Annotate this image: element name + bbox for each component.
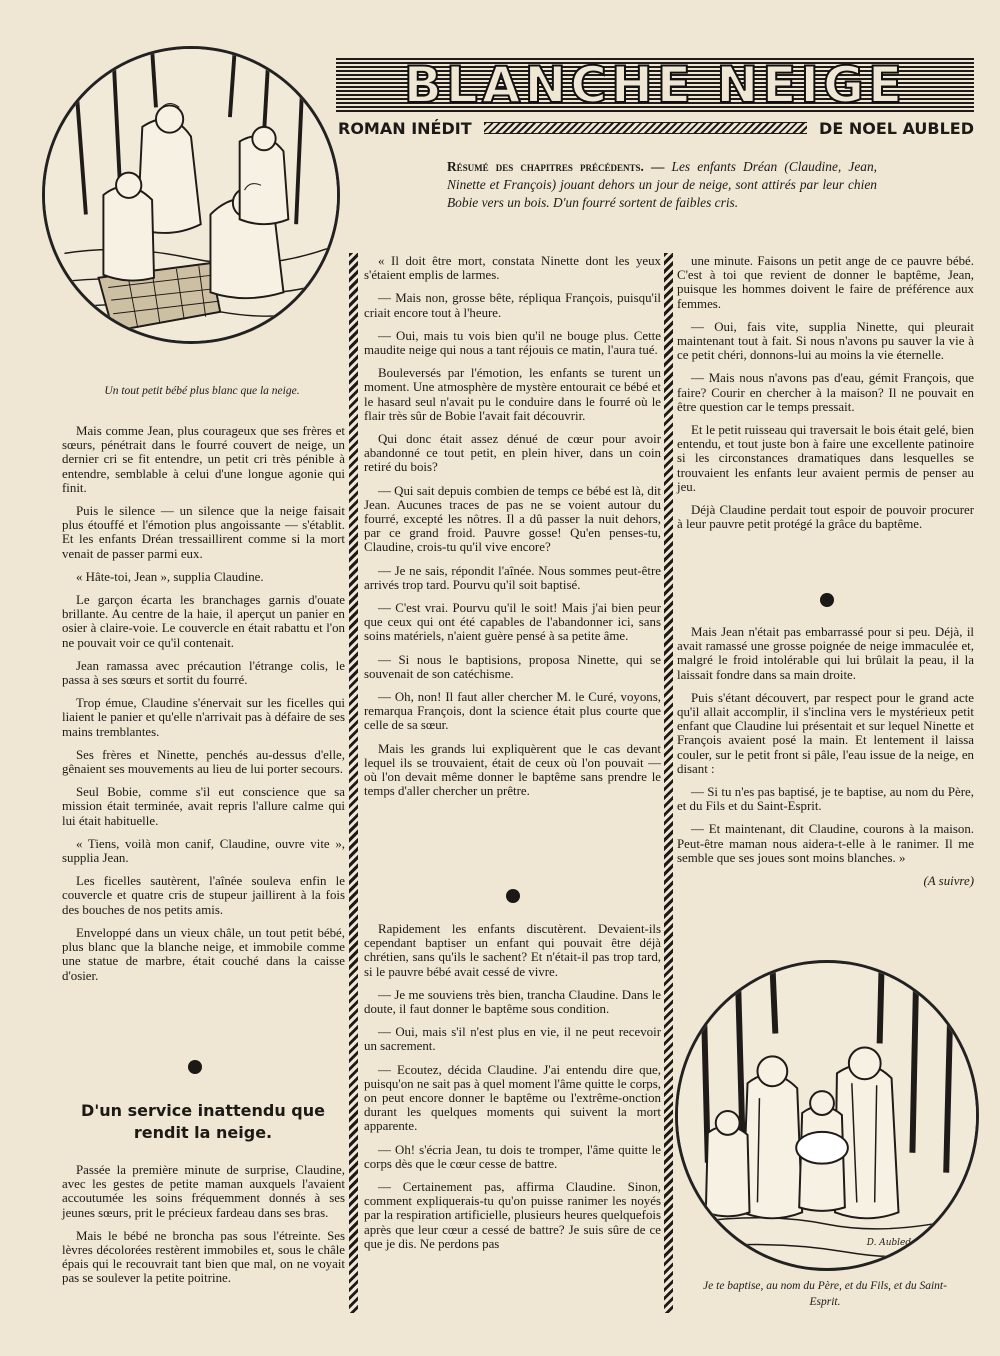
- illustration-top: [42, 46, 340, 344]
- paragraph: — Si tu n'es pas baptisé, je te baptise, au nom du Père, et du Fils et du Saint-Esprit.: [677, 785, 974, 814]
- illustration-bottom: [675, 960, 979, 1271]
- column-1-upper: [62, 424, 345, 992]
- section-bullet: [506, 889, 520, 903]
- paragraph: Seul Bobie, comme s'il eut conscience que sa mission était terminée, avait repris l'allure calme qui lui était habituelle.: [62, 785, 345, 828]
- author-label: DE NOEL AUBLED: [819, 118, 974, 138]
- paragraph: Les ficelles sautèrent, l'aînée souleva enfin le couvercle et quatre cris de stupeur jaillirent à la fois des bouches de nos petits amis.: [62, 874, 345, 917]
- paragraph: Puis le silence — un silence que la neige faisait plus étouffé et l'émotion plus angoissante — s'établit. Et les enfants Dréan tressaillirent comme si la mort venait de passer parmi eux.: [62, 504, 345, 561]
- summary-text: Les enfants Dréan (Claudine, Jean, Ninette et François) jouant dehors un jour de neige, sont attirés par leur chien Bobie vers un bois. D'un fourré sortent de faibles cris.: [447, 159, 878, 210]
- column-separator-2: [664, 253, 673, 1313]
- paragraph: — Oh! s'écria Jean, tu dois te tromper, l'âme quitte le corps dès que le cœur cesse de battre.: [364, 1142, 661, 1171]
- paragraph: Jean ramassa avec précaution l'étrange colis, le passa à ses sœurs et sortit du fourré.: [62, 658, 345, 688]
- to-be-continued: (A suivre): [923, 874, 974, 889]
- paragraph: — Mais nous n'avons pas d'eau, gémit François, que faire? Courir en chercher à la maison? Il ne pouvait en être question car le temps pressait.: [677, 371, 974, 414]
- byline-row: [338, 118, 974, 138]
- paragraph: « Hâte-toi, Jean », supplia Claudine.: [76, 569, 264, 584]
- story-title: BLANCHE NEIGE: [403, 56, 907, 114]
- summary-lead: Résumé des chapitres précédents. —: [447, 159, 665, 174]
- paragraph: — Certainement pas, affirma Claudine. Sinon, comment expliquerais-tu qu'on puisse ranimer les noyés par la respiration artificielle, plusieurs heures quelquefois après que leur cœur a cessé de battre? Je suis sûre de ce que je dis. Ne perdons pas: [364, 1180, 661, 1251]
- paragraph: Mais le bébé ne broncha pas sous l'étreinte. Ses lèvres décolorées restèrent immobiles et, sous le châle épais qui le recouvrait tant bien que mal, on ne voyait pas se soulever la petite poitrine.: [62, 1228, 345, 1286]
- paragraph: — Ecoutez, décida Claudine. J'ai entendu dire que, puisqu'on ne sait pas à quel moment l'âme quitte le corps, on peut encore donner le baptême ou l'extrême-onction durant les quelques moments qui suivent la mort apparente.: [364, 1062, 661, 1134]
- paragraph: — Oh, non! Il faut aller chercher M. le Curé, voyons, remarqua François, dont la science était plus courte que celle de sa sœur.: [364, 690, 661, 733]
- paragraph: Mais les grands lui expliquèrent que le cas devant lequel ils se trouvaient, était de ceux où l'on pouvait — où l'on devait même donner le baptême sans prendre le temps d'aller chercher un prêtre.: [364, 741, 661, 799]
- section-bullet: [820, 593, 834, 607]
- paragraph: Bouleversés par l'émotion, les enfants se turent un moment. Une atmosphère de mystère entourait ce bébé et le hasard seul n'avait pu le conduire dans le fourré où le flair très sûr de Bobie l'avait fait découvrir.: [364, 366, 661, 423]
- paragraph: — Oui, mais tu vois bien qu'il ne bouge plus. Cette maudite neige qui nous a tant réjouis ce matin, l'aura tué.: [364, 328, 661, 358]
- subheading: D'un service inattendu que rendit la neige.: [81, 1101, 325, 1142]
- paragraph: Ses frères et Ninette, penchés au-dessus d'elle, gênaient ses mouvements au lieu de lui porter secours.: [62, 747, 345, 777]
- paragraph: Enveloppé dans un vieux châle, un tout petit bébé, plus blanc que la blanche neige, et immobile comme une statue de marbre, était couché dans la caisse d'osier.: [62, 925, 345, 983]
- column-3-upper: [677, 254, 974, 540]
- paragraph: « Tiens, voilà mon canif, Claudine, ouvre vite », supplia Jean.: [62, 836, 345, 866]
- paragraph: Passée la première minute de surprise, Claudine, avec les gestes de petite maman auxquels l'avaient accoutumée les soins fréquemment donnés à ses jeunes sœurs, prit le précieux fardeau dans ses bras.: [62, 1163, 345, 1220]
- paragraph: — Et maintenant, dit Claudine, courons à la maison. Peut-être maman nous aidera-t-elle à le ranimer. Il me semble que ses joues sont moins blanches. »: [677, 822, 974, 865]
- children-finding-basket-drawing: [45, 49, 337, 341]
- paragraph: Mais Jean n'était pas embarrassé pour si peu. Déjà, il avait ramassé une grosse poignée de neige immaculée et, malgré le froid intolérable qui lui brûlait la peau, il la laissait fondre dans sa main droite.: [677, 625, 974, 682]
- paragraph: Mais comme Jean, plus courageux que ses frères et sœurs, pénétrait dans le fourré couvert de neige, un dernier cri se fit entendre, un petit cri très pénible à entendre, semblable à celui d'une longue agonie qui finit.: [62, 424, 345, 495]
- title-banner: [336, 58, 974, 112]
- caption-bottom: Je te baptise, au nom du Père, et du Fils, et du Saint-Esprit.: [703, 1280, 947, 1308]
- paragraph: Et le petit ruisseau qui traversait le bois était gelé, bien entendu, et tout juste bon à faire une excellente patinoire si les circonstances dramatiques dans lesquelles se trouvaient les enfants leur avaient permis de penser au jeu.: [677, 423, 974, 494]
- summary-previous-chapters: [447, 158, 877, 212]
- paragraph: — Oui, mais s'il n'est plus en vie, il ne peut recevoir un sacrement.: [364, 1025, 661, 1054]
- paragraph: Rapidement les enfants discutèrent. Devaient-ils cependant baptiser un enfant qui pouvait être déjà chrétien, sans qu'ils le sachent? Et n'était-il pas trop tard, si le pauvre bébé avait cessé de vivre.: [364, 922, 661, 979]
- column-3-lower: [677, 625, 974, 897]
- roman-inedit-label: ROMAN INÉDIT: [338, 118, 472, 138]
- paragraph: — Qui sait depuis combien de temps ce bébé est là, dit Jean. Aucunes traces de pas ne se voient autour du fourré, excepté les nôtres. Il a dû passer la nuit dehors, par ce grand froid. Pauvre gosse! Qu'en penses-tu, Claudine, crois-tu qu'il vive encore?: [364, 483, 661, 555]
- paragraph: — Oui, fais vite, supplia Ninette, qui pleurait maintenant tout à fait. Si nous n'avons pu sauver la vie à ce petit chéri, donnons-lui au moins la vie éternelle.: [677, 319, 974, 363]
- baptism-scene-drawing: [678, 963, 976, 1268]
- paragraph: — Si nous le baptisions, proposa Ninette, qui se souvenait de son catéchisme.: [364, 652, 661, 681]
- paragraph: — Je ne sais, répondit l'aînée. Nous sommes peut-être arrivés trop tard. Pourvu qu'il soit baptisé.: [364, 563, 661, 592]
- paragraph: — Mais non, grosse bête, répliqua François, puisqu'il criait encore tout à l'heure.: [364, 291, 661, 320]
- paragraph: — Je me souviens très bien, trancha Claudine. Dans le doute, il faut donner le baptême sous condition.: [364, 987, 661, 1017]
- hatched-rule: [484, 122, 807, 134]
- paragraph: Déjà Claudine perdait tout espoir de pouvoir procurer à leur pauvre petit protégé la grâce du baptême.: [677, 503, 974, 532]
- caption-top: Un tout petit bébé plus blanc que la neige.: [104, 385, 300, 397]
- paragraph: Le garçon écarta les branchages garnis d'ouate brillante. Au centre de la haie, il aperçut un panier en osier à claire-voie. Le couvercle en était rabattu et l'on ne pouvait voir ce qu'il contenait.: [62, 593, 345, 650]
- paragraph: une minute. Faisons un petit ange de ce pauvre bébé. C'est à toi que revient de donner le baptême, Jean, puisque les hommes doivent le faire de préférence aux femmes.: [677, 254, 974, 311]
- column-separator-1: [349, 253, 358, 1313]
- paragraph: « Il doit être mort, constata Ninette dont les yeux s'étaient emplis de larmes.: [364, 254, 661, 283]
- paragraph: Trop émue, Claudine s'énervait sur les ficelles qui liaient le panier et qu'elle n'arrivait pas à défaire de ses mains tremblantes.: [62, 696, 345, 739]
- paragraph: Puis s'étant découvert, par respect pour le grand acte qu'il allait accomplir, il s'inclina vers le mystérieux petit enfant que Claudine lui présentait et sur lequel Ninette et François avaient posé la main. Et lentement il laissa couler, sur le petit front si pâle, l'eau issue de la neige, en disant :: [677, 690, 974, 776]
- baby-bundle: [796, 1132, 848, 1164]
- column-2-lower: [364, 922, 661, 1260]
- column-1-lower: [62, 1163, 345, 1295]
- column-2-upper: [364, 254, 661, 808]
- artist-signature: D. Aubled: [270, 319, 315, 330]
- section-bullet: [188, 1060, 202, 1074]
- paragraph: Qui donc était assez dénué de cœur pour avoir abandonné ce tout petit, en plein hiver, dans un coin retiré du bois?: [364, 432, 661, 475]
- artist-signature: D. Aubled: [866, 1238, 912, 1249]
- paragraph: — C'est vrai. Pourvu qu'il le soit! Mais j'ai bien peur que ceux qui ont été capables de l'abandonner ici, sans soins matériels, n'aient guère pensé à sa petite âme.: [364, 601, 661, 644]
